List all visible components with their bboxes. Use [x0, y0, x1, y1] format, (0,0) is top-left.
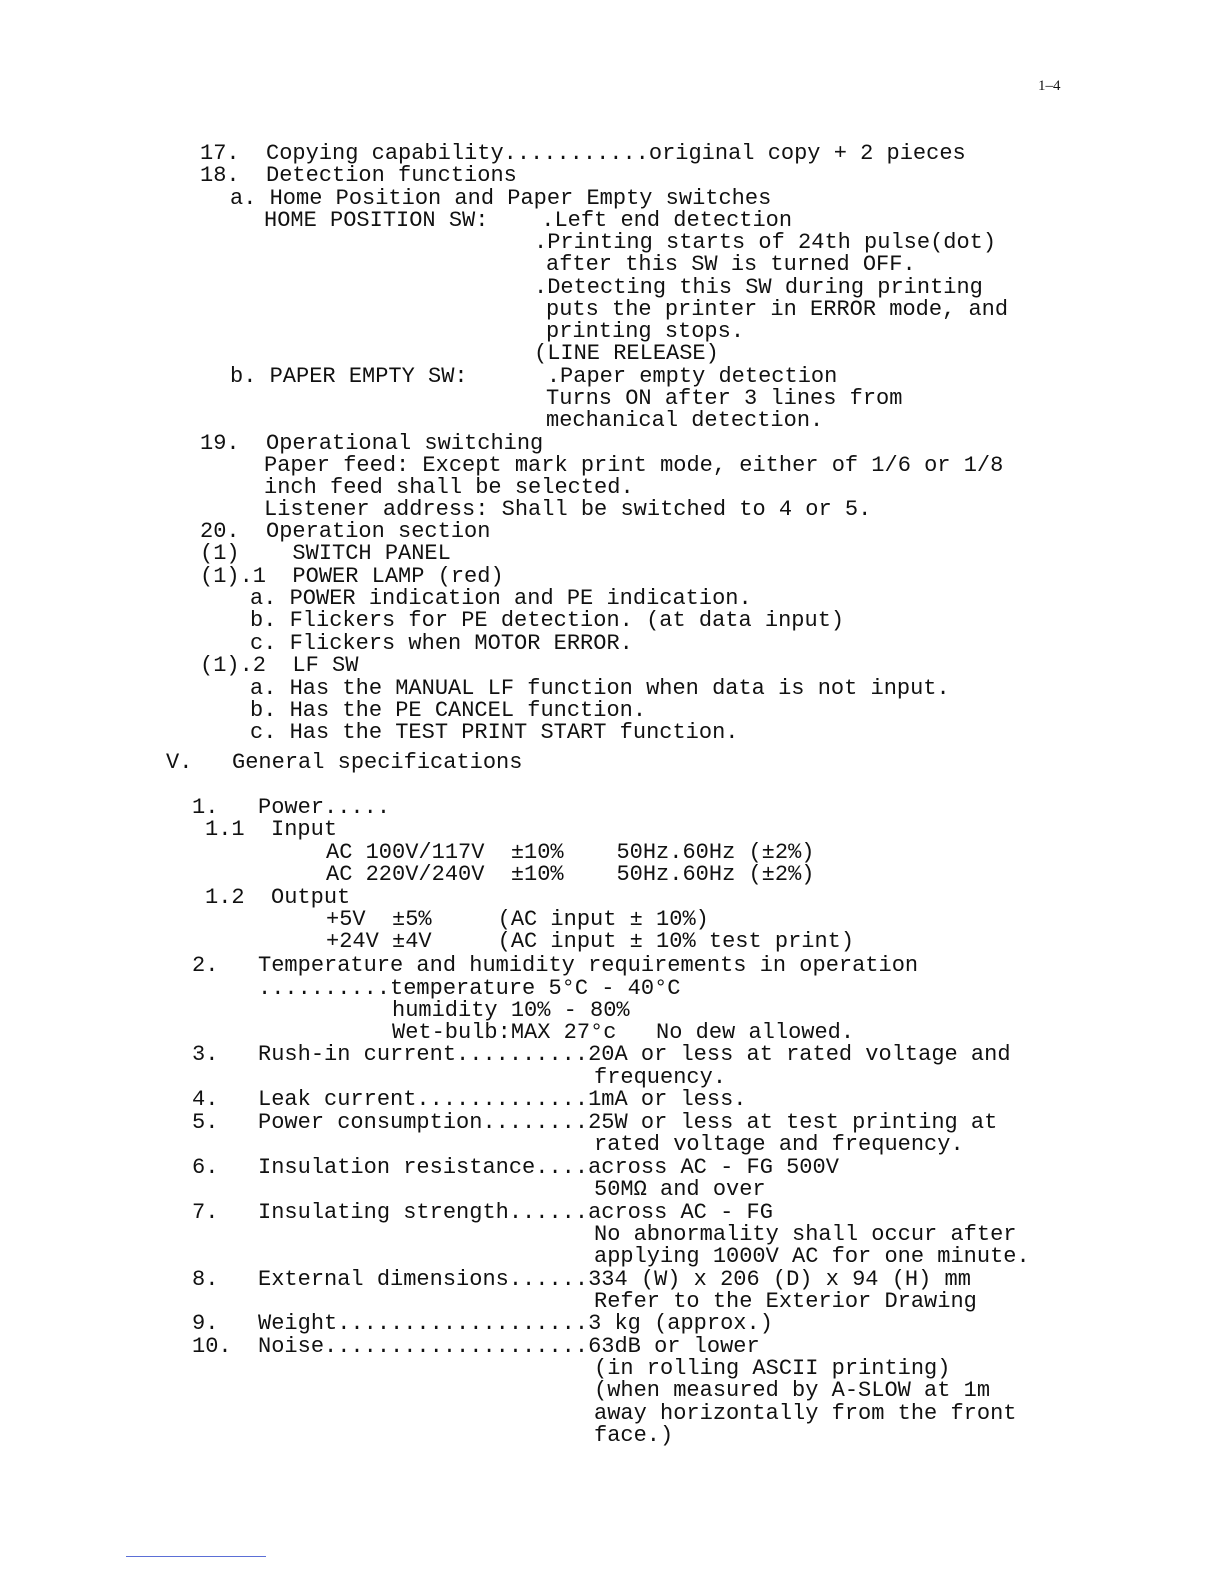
text-line: 4. Leak current.............1mA or less. [192, 1087, 747, 1112]
text-line: 1. Power..... [192, 795, 391, 820]
text-line: 9. Weight...................3 kg (approx.) [192, 1311, 773, 1336]
text-line: (1).1 POWER LAMP (red) [200, 564, 504, 589]
text-line: frequency. [594, 1065, 727, 1090]
text-line: No abnormality shall occur after [594, 1222, 1017, 1247]
text-line: 5. Power consumption........25W or less at test printing at [192, 1110, 998, 1135]
text-line: +24V ±4V (AC input ± 10% test print) [326, 929, 855, 954]
text-line: 17. Copying capability...........original copy + 2 pieces [200, 141, 966, 166]
text-line: 7. Insulating strength......across AC - FG [192, 1200, 773, 1225]
text-line: Wet-bulb:MAX 27°c No dew allowed. [392, 1020, 855, 1045]
text-line: .Detecting this SW during printing [534, 275, 983, 300]
text-line: printing stops. [546, 319, 745, 344]
text-line: mechanical detection. [546, 408, 824, 433]
text-line: inch feed shall be selected. [264, 475, 634, 500]
text-line: ..........temperature 5°C - 40°C [258, 976, 681, 1001]
text-line: Paper feed: Except mark print mode, either of 1/6 or 1/8 [264, 453, 1004, 478]
text-line: 1.1 Input [205, 817, 338, 842]
page-number: 1–4 [1038, 78, 1061, 94]
text-line: rated voltage and frequency. [594, 1132, 964, 1157]
text-line: 2. Temperature and humidity requirements in operation [192, 953, 919, 978]
text-line: 3. Rush-in current..........20A or less at rated voltage and [192, 1042, 1011, 1067]
text-line: (LINE RELEASE) [534, 341, 719, 366]
text-line: b. PAPER EMPTY SW: .Paper empty detection [230, 364, 838, 389]
text-line: 50MΩ and over [594, 1177, 766, 1202]
text-line: c. Flickers when MOTOR ERROR. [250, 631, 633, 656]
text-line: (when measured by A-SLOW at 1m [594, 1378, 991, 1403]
text-line: 19. Operational switching [200, 431, 544, 456]
text-line: (1).2 LF SW [200, 653, 359, 678]
text-line: 6. Insulation resistance....across AC - FG 500V [192, 1155, 839, 1180]
text-line: AC 100V/117V ±10% 50Hz.60Hz (±2%) [326, 840, 815, 865]
text-line: c. Has the TEST PRINT START function. [250, 720, 739, 745]
text-line: +5V ±5% (AC input ± 10%) [326, 907, 709, 932]
text-line: a. Home Position and Paper Empty switches [230, 186, 772, 211]
text-line: 20. Operation section [200, 519, 491, 544]
bottom-rule [126, 1556, 266, 1557]
text-line: 10. Noise....................63dB or lower [192, 1334, 760, 1359]
text-line: face.) [594, 1423, 674, 1448]
text-line: 1.2 Output [205, 885, 351, 910]
text-line: b. Flickers for PE detection. (at data input) [250, 608, 845, 633]
text-line: puts the printer in ERROR mode, and [546, 297, 1009, 322]
text-line: Refer to the Exterior Drawing [594, 1289, 977, 1314]
text-line: applying 1000V AC for one minute. [594, 1244, 1030, 1269]
text-line: 8. External dimensions......334 (W) x 206 (D) x 94 (H) mm [192, 1267, 971, 1292]
text-line: a. Has the MANUAL LF function when data is not input. [250, 676, 950, 701]
text-line: 18. Detection functions [200, 163, 517, 188]
text-line: away horizontally from the front [594, 1401, 1017, 1426]
text-line: AC 220V/240V ±10% 50Hz.60Hz (±2%) [326, 862, 815, 887]
text-line: HOME POSITION SW: .Left end detection [264, 208, 793, 233]
text-line: humidity 10% - 80% [392, 998, 630, 1023]
text-line: V. General specifications [166, 750, 523, 775]
text-line: after this SW is turned OFF. [546, 252, 916, 277]
text-line: Listener address: Shall be switched to 4 or 5. [264, 497, 872, 522]
text-line: (in rolling ASCII printing) [594, 1356, 951, 1381]
text-line: b. Has the PE CANCEL function. [250, 698, 647, 723]
text-line: (1) SWITCH PANEL [200, 541, 451, 566]
text-line: Turns ON after 3 lines from [546, 386, 903, 411]
text-line: .Printing starts of 24th pulse(dot) [534, 230, 997, 255]
text-line: a. POWER indication and PE indication. [250, 586, 752, 611]
